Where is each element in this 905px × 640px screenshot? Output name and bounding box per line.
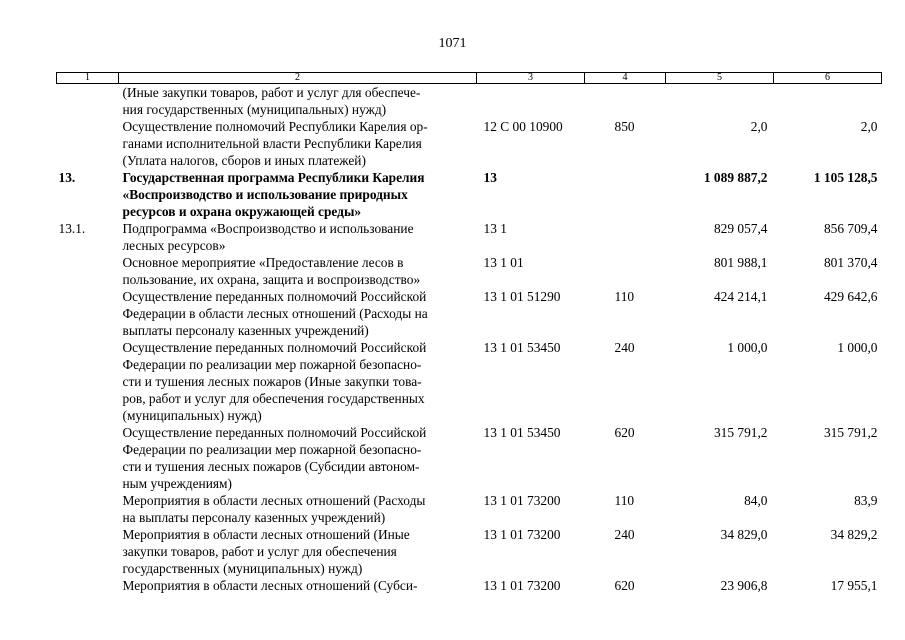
row-name-line: ресурсов и охрана окружающей среды» — [122, 204, 362, 219]
row-name-line: «Воспроизводство и использование природных — [122, 187, 408, 202]
row-target-code: 13 1 01 73200 — [483, 493, 561, 508]
row-name — [119, 492, 477, 526]
row-name-line: Осуществление переданных полномочий Российской — [122, 289, 427, 304]
table-row — [57, 84, 882, 119]
row-name — [119, 424, 477, 492]
row-name-line: на выплаты персоналу казенных учреждений) — [122, 510, 386, 525]
row-expense-type — [585, 169, 666, 220]
row-name-line: закупки товаров, работ и услуг для обеспечения — [122, 544, 397, 559]
row-name-line: государственных (муниципальных) нужд) — [122, 561, 363, 576]
row-number — [57, 288, 119, 339]
row-amount-6: 83,9 — [854, 493, 878, 508]
row-number: 13. — [58, 170, 76, 185]
row-number — [57, 84, 119, 119]
column-header: 6 — [774, 73, 882, 84]
row-amount-5: 84,0 — [744, 493, 768, 508]
row-expense-type: 240 — [614, 340, 635, 355]
row-number — [57, 492, 119, 526]
row-amount-6: 429 642,6 — [823, 289, 878, 304]
table-row — [57, 118, 882, 169]
row-number — [57, 118, 119, 169]
row-amount-5 — [666, 84, 774, 119]
row-expense-type — [585, 220, 666, 254]
row-name-line: (Уплата налогов, сборов и иных платежей) — [122, 153, 366, 168]
row-target-code: 13 1 01 53450 — [483, 340, 561, 355]
column-header: 5 — [666, 73, 774, 84]
row-amount-6: 315 791,2 — [823, 425, 878, 440]
row-amount-5: 34 829,0 — [720, 527, 768, 542]
row-expense-type: 240 — [614, 527, 635, 542]
row-amount-6: 17 955,1 — [830, 578, 878, 593]
row-number — [57, 339, 119, 424]
row-name-line: выплаты персоналу казенных учреждений) — [122, 323, 369, 338]
table-row — [57, 577, 882, 594]
row-name-line: Федерации по реализации мер пожарной безопасно- — [122, 442, 422, 457]
row-amount-6: 801 370,4 — [823, 255, 878, 270]
row-name-line: Основное мероприятие «Предоставление лесов в — [122, 255, 404, 270]
row-target-code: 13 1 01 51290 — [483, 289, 561, 304]
row-name-line: (муниципальных) нужд) — [122, 408, 262, 423]
row-name — [119, 526, 477, 577]
row-amount-6: 1 105 128,5 — [813, 170, 878, 185]
row-name-line: пользование, их охрана, защита и воспроизводство» — [122, 272, 421, 287]
row-name-line: Осуществление переданных полномочий Российской — [122, 425, 427, 440]
table-row — [57, 169, 882, 220]
row-name — [119, 254, 477, 288]
budget-table — [56, 72, 882, 594]
row-name-line: Федерации в области лесных отношений (Расходы на — [122, 306, 428, 321]
row-target-code: 13 — [483, 170, 497, 185]
row-number — [57, 577, 119, 594]
row-amount-6 — [774, 84, 882, 119]
row-amount-5: 2,0 — [750, 119, 768, 134]
row-expense-type: 110 — [614, 289, 635, 304]
row-name-line: Федерации по реализации мер пожарной безопасно- — [122, 357, 422, 372]
row-target-code: 12 С 00 10900 — [483, 119, 563, 134]
row-number — [57, 254, 119, 288]
row-amount-6: 34 829,2 — [830, 527, 878, 542]
table-body — [57, 84, 882, 595]
row-name — [119, 288, 477, 339]
page-number: 1071 — [438, 36, 467, 51]
row-name-line: Мероприятия в области лесных отношений (Расходы — [122, 493, 426, 508]
row-amount-6: 1 000,0 — [837, 340, 878, 355]
row-name — [119, 169, 477, 220]
row-amount-6: 856 709,4 — [823, 221, 878, 236]
row-name — [119, 84, 477, 119]
row-number — [57, 424, 119, 492]
row-target-code: 13 1 01 53450 — [483, 425, 561, 440]
row-target-code — [477, 84, 585, 119]
column-header: 1 — [57, 73, 119, 84]
row-name — [119, 220, 477, 254]
row-name-line: Осуществление полномочий Республики Карелия ор- — [122, 119, 428, 134]
table-row — [57, 526, 882, 577]
row-expense-type: 620 — [614, 425, 635, 440]
column-header: 4 — [585, 73, 666, 84]
row-amount-5: 1 000,0 — [727, 340, 768, 355]
table-row — [57, 254, 882, 288]
row-expense-type: 850 — [614, 119, 635, 134]
table-row — [57, 424, 882, 492]
row-name-line: ров, работ и услуг для обеспечения государственных — [122, 391, 425, 406]
row-name-line: лесных ресурсов» — [122, 238, 226, 253]
row-expense-type: 620 — [614, 578, 635, 593]
row-name — [119, 339, 477, 424]
row-expense-type — [585, 84, 666, 119]
row-name-line: сти и тушения лесных пожаров (Субсидии автоном- — [122, 459, 420, 474]
row-name-line: Осуществление переданных полномочий Российской — [122, 340, 427, 355]
table-row — [57, 220, 882, 254]
row-amount-5: 1 089 887,2 — [703, 170, 768, 185]
row-amount-5: 801 988,1 — [713, 255, 768, 270]
row-name-line: ганами исполнительной власти Республики Карелия — [122, 136, 422, 151]
column-number-header-row — [57, 73, 882, 84]
row-target-code: 13 1 — [483, 221, 507, 236]
row-name-line: ния государственных (муниципальных) нужд) — [122, 102, 387, 117]
row-amount-5: 424 214,1 — [713, 289, 768, 304]
column-header: 2 — [119, 73, 477, 84]
table-row — [57, 492, 882, 526]
column-header: 3 — [477, 73, 585, 84]
table-row — [57, 288, 882, 339]
row-target-code: 13 1 01 73200 — [483, 527, 561, 542]
row-expense-type — [585, 254, 666, 288]
row-target-code: 13 1 01 — [483, 255, 524, 270]
row-name-line: ным учреждениям) — [122, 476, 232, 491]
row-number — [57, 526, 119, 577]
row-amount-5: 315 791,2 — [713, 425, 768, 440]
row-name — [119, 118, 477, 169]
row-amount-5: 829 057,4 — [713, 221, 768, 236]
row-amount-6: 2,0 — [860, 119, 878, 134]
row-name-line: Государственная программа Республики Карелия — [122, 170, 425, 185]
row-name-line: Мероприятия в области лесных отношений (Иные — [122, 527, 410, 542]
table-row — [57, 339, 882, 424]
row-name-line: Мероприятия в области лесных отношений (Субси- — [122, 578, 418, 593]
row-number: 13.1. — [58, 221, 86, 236]
row-name — [119, 577, 477, 594]
row-amount-5: 23 906,8 — [720, 578, 768, 593]
row-name-line: (Иные закупки товаров, работ и услуг для обеспече- — [122, 85, 421, 100]
row-name-line: сти и тушения лесных пожаров (Иные закупки това- — [122, 374, 422, 389]
row-target-code: 13 1 01 73200 — [483, 578, 561, 593]
row-expense-type: 110 — [614, 493, 635, 508]
row-name-line: Подпрограмма «Воспроизводство и использование — [122, 221, 414, 236]
